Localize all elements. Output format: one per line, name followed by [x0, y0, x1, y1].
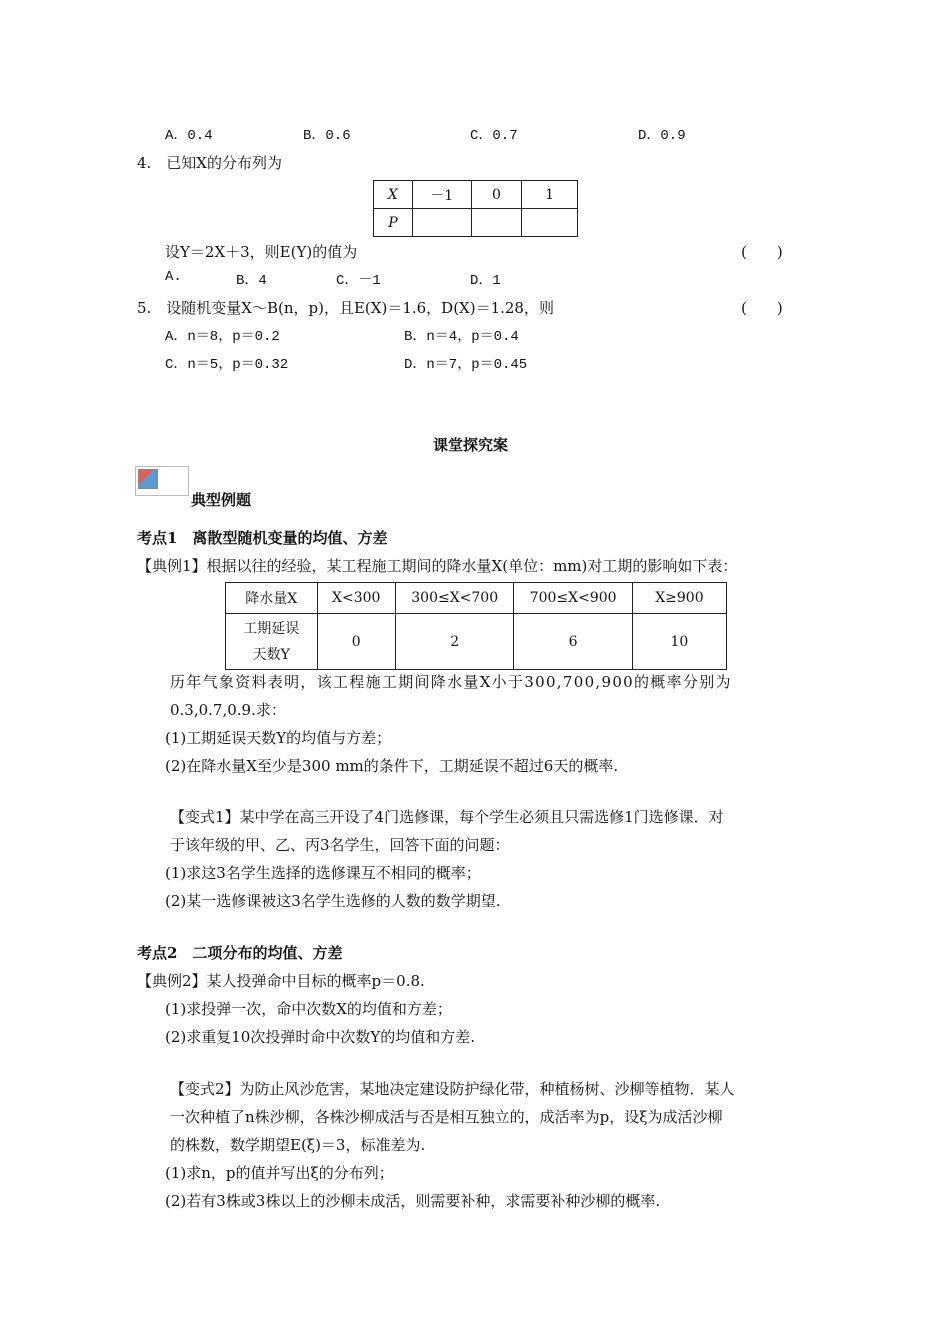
table-cell	[226, 614, 318, 670]
q5-stem: 5. 设随机变量X～B(n，p)，且E(X)＝1.6，D(X)＝1.28，则	[137, 299, 554, 317]
var2-line2: 一次种植了n株沙柳，各株沙柳成活与否是相互独立的，成活率为p，设ξ为成活沙柳	[170, 1108, 723, 1126]
q4-line2: 设Y＝2X＋3，则E(Y)的值为	[165, 243, 358, 261]
q4-option-a: A.	[165, 269, 182, 285]
table-cell: 降水量X	[226, 583, 318, 614]
table-cell: X≥900	[632, 583, 726, 614]
q5-option-d: D．n＝7，p＝0.45	[404, 357, 528, 373]
var2-line3: 的株数，数学期望E(ξ)＝3，标准差为.	[170, 1136, 426, 1154]
rainfall-table	[225, 582, 727, 670]
q4-option-b: B．4	[236, 273, 267, 289]
q5-option-a: A．n＝8，p＝0.2	[165, 329, 280, 345]
table-cell: 10	[632, 614, 726, 670]
kp2-title: 考点2 二项分布的均值、方差	[137, 944, 343, 962]
ex2-q1: (1)求投弹一次，命中次数X的均值和方差；	[165, 1000, 452, 1018]
table-cell: 0	[317, 614, 395, 670]
table-cell: 0	[471, 181, 522, 209]
table-cell: 700≤X<900	[514, 583, 632, 614]
q4-option-d: D．1	[470, 273, 501, 289]
q4-distribution-table	[373, 180, 578, 237]
var2-q1: (1)求n，p的值并写出ξ的分布列；	[165, 1164, 394, 1182]
var1-q1: (1)求这3名学生选择的选修课互不相同的概率；	[165, 864, 481, 882]
ex2-q2: (2)求重复10次投弹时命中次数Y的均值和方差.	[165, 1028, 476, 1046]
typical-examples-label: 典型例题	[191, 491, 252, 509]
var2-line1: 【变式2】为防止风沙危害，某地决定建设防护绿化带，种植杨树、沙柳等植物．某人	[170, 1080, 735, 1098]
var1-q2: (2)某一选修课被这3名学生选修的人数的数学期望.	[165, 892, 501, 910]
q4-answer-paren: ( )	[741, 243, 783, 261]
q3-option-b: B．0.6	[303, 128, 351, 144]
broken-image-icon	[135, 466, 189, 496]
q3-option-c: C．0.7	[470, 128, 518, 144]
kp1-title: 考点1 离散型随机变量的均值、方差	[137, 529, 388, 547]
row-label-line2: 天数Y	[252, 646, 290, 663]
table-cell: P	[374, 209, 413, 237]
table-cell: 1	[522, 181, 578, 209]
table-cell: X	[374, 181, 413, 209]
table-cell	[522, 209, 578, 237]
var1-line2: 于该年级的甲、乙、丙3名学生，回答下面的问题：	[170, 836, 510, 854]
table-cell: X<300	[317, 583, 395, 614]
ex2-stem: 【典例2】某人投弹命中目标的概率p＝0.8.	[137, 972, 425, 990]
q4-stem: 4. 已知X的分布列为	[137, 154, 282, 172]
q3-option-a: A．0.4	[165, 128, 213, 144]
ex1-text2: 0.3,0.7,0.9.求：	[170, 701, 286, 719]
table-cell	[471, 209, 522, 237]
ex1-q1: (1)工期延误天数Y的均值与方差；	[165, 729, 392, 747]
table-cell: 2	[395, 614, 513, 670]
q5-option-c: C．n＝5，p＝0.32	[165, 357, 289, 373]
table-cell: －1	[412, 181, 471, 209]
ex1-intro: 【典例1】根据以往的经验，某工程施工期间的降水量X(单位：mm)对工期的影响如下表：	[137, 557, 738, 575]
table-cell	[412, 209, 471, 237]
var1-line1: 【变式1】某中学在高三开设了4门选修课，每个学生必须且只需选修1门选修课．对	[170, 808, 724, 826]
q4-option-c: C．－1	[336, 273, 381, 289]
ex1-q2: (2)在降水量X至少是300 mm的条件下，工期延误不超过6天的概率.	[165, 757, 619, 775]
table-cell: 6	[514, 614, 632, 670]
table-cell: 300≤X<700	[395, 583, 513, 614]
row-label-line1: 工期延误	[243, 620, 300, 637]
q5-answer-paren: ( )	[741, 299, 783, 317]
ex1-text1: 历年气象资料表明，该工程施工期间降水量X小于300,700,900的概率分别为	[170, 673, 732, 691]
q5-option-b: B．n＝4，p＝0.4	[404, 329, 519, 345]
section-title: 课堂探究案	[433, 436, 509, 454]
q3-option-d: D．0.9	[638, 128, 686, 144]
var2-q2: (2)若有3株或3株以上的沙柳未成活，则需要补种，求需要补种沙柳的概率.	[165, 1192, 661, 1210]
